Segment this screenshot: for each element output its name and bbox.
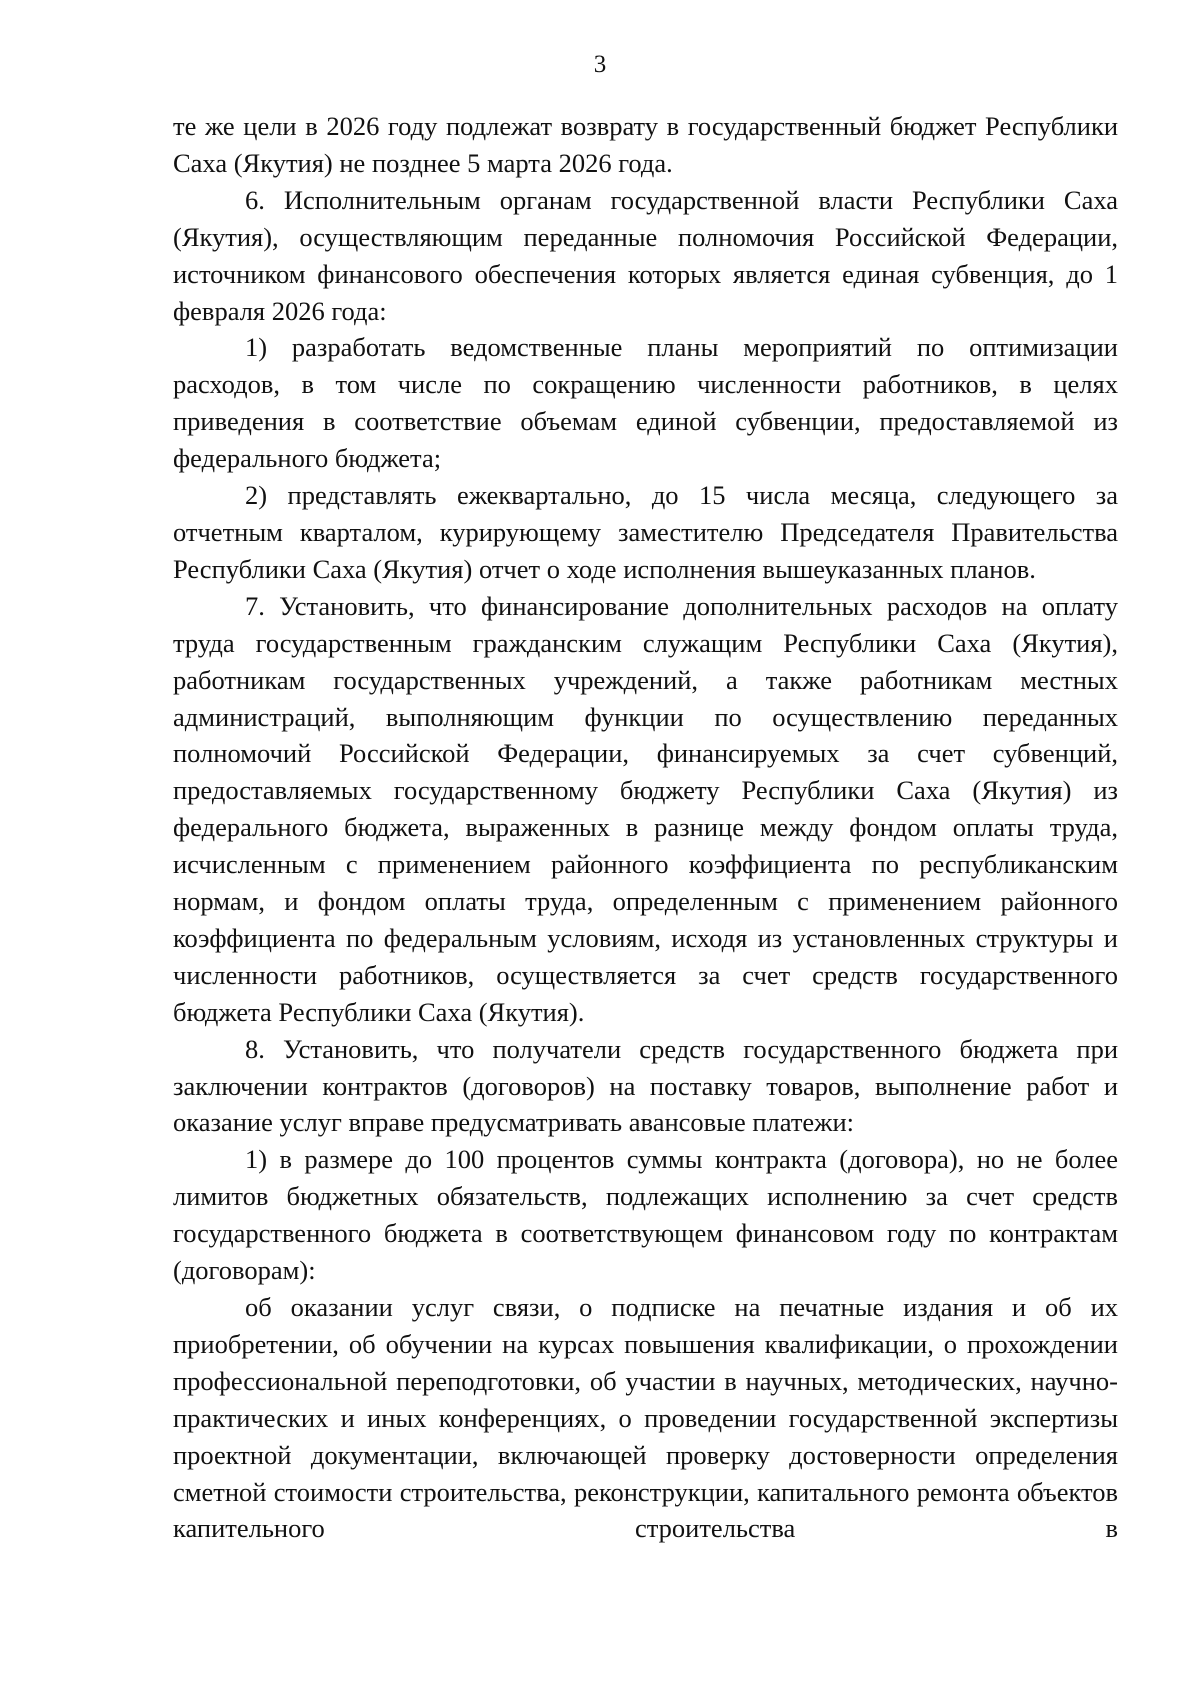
paragraph-item-8-1: 1) в размере до 100 процентов суммы контракта (договора), но не более лимитов бюджетных обязательств, подлежащих исполнению за счет средств государственного бюджета в соответствующем финансовом году по контрактам (договорам): — [173, 1144, 1118, 1286]
paragraph-continuation: те же цели в 2026 году подлежат возврату в государственный бюджет Республики Саха (Якутия) не позднее 5 марта 2026 года. — [173, 111, 1118, 178]
paragraph-item-6: 6. Исполнительным органам государственной власти Республики Саха (Якутия), осуществляющим переданные полномочия Российской Федерации, источником финансового обеспечения которых является единая субвенция, до 1 февраля 2026 года: — [173, 184, 1118, 326]
paragraph-item-6-2: 2) представлять ежеквартально, до 15 числа месяца, следующего за отчетным кварталом, курирующему заместителю Председателя Правительства Республики Саха (Якутия) отчет о ходе исполнения вышеуказанных планов. — [173, 480, 1118, 584]
page-number: 3 — [593, 51, 607, 78]
paragraph-item-6-1: 1) разработать ведомственные планы мероприятий по оптимизации расходов, в том числе по сокращению численности работников, в целях приведения в соответствие объемам единой субвенции, предоставляемой из федерального бюджета; — [173, 332, 1118, 474]
paragraph-item-8: 8. Установить, что получатели средств государственного бюджета при заключении контрактов (договоров) на поставку товаров, выполнение работ и оказание услуг вправе предусматривать авансовые платежи: — [173, 1033, 1118, 1138]
paragraph-item-8-1-list: об оказании услуг связи, о подписке на печатные издания и об их приобретении, об обучении на курсах повышения квалификации, о прохождении профессиональной переподготовки, об участии в научных, методических, научно-практических и иных конференциях, о проведении государственной экспертизы проектной документации, включающей проверку достоверности определения сметной стоимости строительства, реконструкции, капитального ремонта объектов капительного строительства в — [173, 1292, 1118, 1544]
document-body — [173, 108, 1118, 1547]
paragraph-item-7: 7. Установить, что финансирование дополнительных расходов на оплату труда государственным гражданским служащим Республики Саха (Якутия), работникам государственных учреждений, а также работникам местных администраций, выполняющим функции по осуществлению переданных полномочий Российской Федерации, финансируемых за счет субвенций, предоставляемых государственному бюджету Республики Саха (Якутия) из федерального бюджета, выраженных в разнице между фондом оплаты труда, исчисленным с применением районного коэффициента по республиканским нормам, и фондом оплаты труда, определенным с применением районного коэффициента по федеральным условиям, исходя из установленных структуры и численности работников, осуществляется за счет средств государственного бюджета Республики Саха (Якутия). — [173, 590, 1118, 1027]
